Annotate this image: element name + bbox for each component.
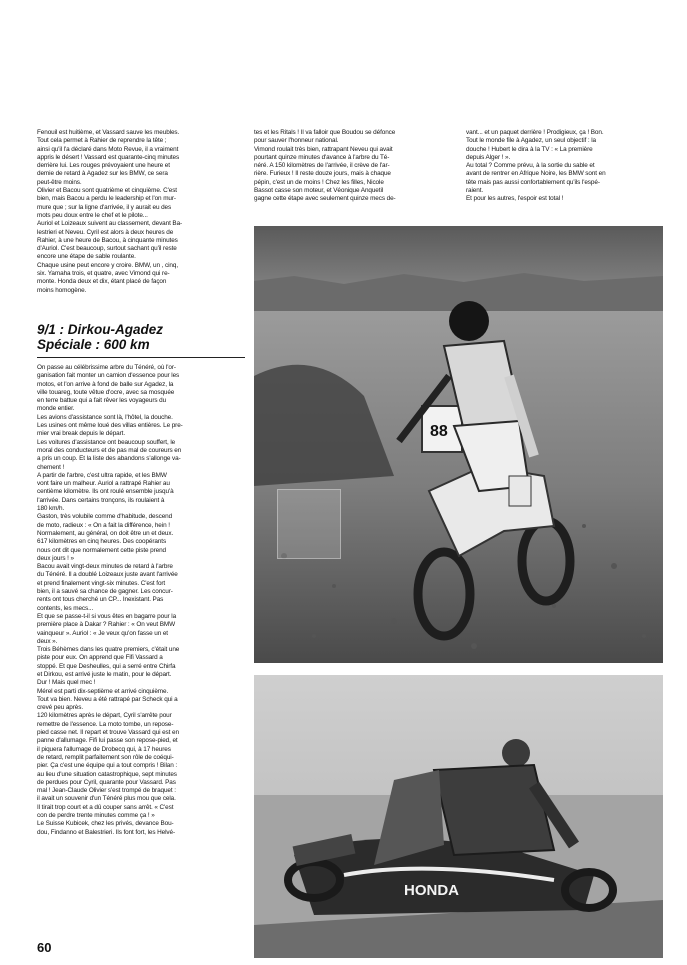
text-line: lestrieri et Neveu. Cyril est alors à deux heures de [37, 228, 174, 236]
heading-rule [37, 357, 245, 358]
text-line: pier. Ça c'est une équipe qui a tout compris ! Bilan : [37, 762, 178, 770]
text-line: Tout cela permet à Rahier de reprendre la tête ; [37, 137, 167, 145]
text-line: bien, mais Bacou a perdu le leadership et l'on mur- [37, 195, 176, 203]
text-line: mier vrai break depuis le départ. [37, 430, 125, 438]
text-line: contents, les mecs... [37, 604, 94, 612]
text-line: il avait un souvenir d'un Ténéré plus mou que cela. [37, 795, 176, 803]
text-line: de moto, radieux : « On a fait la différence, hein ! [37, 521, 170, 529]
text-line: Normalement, au général, on doit être un et deux. [37, 529, 174, 537]
text-line: 617 kilomètres en cinq heures. Des coopérants [37, 538, 167, 546]
text-line: Bacou avait vingt-deux minutes de retard à l'arbre [37, 563, 173, 571]
text-line: derrière lui. Les rouges prévoyaient une heure et [37, 162, 170, 170]
text-line: Et pour les autres, l'espoir est total ! [466, 195, 564, 203]
text-line: au lieu d'une situation catastrophique, sept minutes [37, 770, 177, 778]
text-line: motos, et l'on arrive à fond de balle sur Agadez, la [37, 380, 174, 388]
watermark-stamp [277, 489, 341, 559]
text-line: vont faire un malheur. Auriol a rattrapé Rahier au [37, 480, 170, 488]
text-line: moral des conducteurs et de pas mal de coureurs en [37, 446, 182, 454]
article-column-1-bottom [37, 364, 245, 837]
text-line: il piquera l'allumage de Drobecq qui, à 17 heures [37, 745, 171, 753]
text-line: rière. Furieux ! Il reste douze jours, mais à chaque [254, 170, 391, 178]
text-line: depuis Alger ! ». [466, 153, 511, 161]
text-line: Les usines ont même loué des villas entières. Le pre- [37, 422, 183, 430]
text-line: peut-être moins. [37, 178, 82, 186]
text-line: chement ! [37, 463, 65, 471]
text-line: con de perdre trente minutes comme ça ! » [37, 812, 155, 820]
text-line: pourtant quinze minutes d'avance à l'arbre du Té- [254, 153, 390, 161]
honda-logo: HONDA [404, 882, 459, 899]
text-line: On passe au célébrissime arbre du Ténéré, où l'or- [37, 364, 176, 371]
text-line: et Dirkou, est arrivé juste le matin, pour le départ. [37, 670, 172, 678]
text-line: moins homogène. [37, 286, 87, 294]
text-line: pied casse net. Il repart et trouve Vassard qui est en [37, 729, 179, 737]
text-line: avant de rentrer en Afrique Noire, les BMW sont en [466, 170, 606, 178]
text-line: Tout va bien. Neveu a été rattrapé par Scheck qui a [37, 695, 178, 703]
text-line: Dur ! Mais quel mec ! [37, 679, 96, 687]
text-line: Au total ? Comme prévu, à la sortie du sable et [466, 162, 595, 170]
text-line: Les voitures d'assistance ont beaucoup souffert, le [37, 438, 176, 446]
text-line: pour sauver l'honneur national. [254, 137, 339, 145]
text-line: six. Yamaha trois, et quatre, avec Vimond qui re- [37, 270, 170, 278]
text-line: Et que se passe-t-il si vous êtes en bagarre pour la [37, 612, 177, 620]
text-line: Bassot casse son moteur, et Véonique Anquetil [254, 187, 384, 195]
text-line: mots peu doux entre le chef et le pilote... [37, 211, 148, 219]
text-line: de retard, remplit parfaitement son rôle de coéqui- [37, 753, 174, 761]
text-line: tête mais pas aussi confortablement qu'ils l'espé- [466, 178, 600, 186]
text-line: première place à Dakar ? Rahier : « On veut BMW [37, 621, 176, 629]
text-line: 120 kilomètres après le départ, Cyril s'arrête pour [37, 712, 172, 720]
text-line: 180 km/h. [37, 505, 65, 513]
article-column-3 [466, 129, 669, 204]
text-line: mure que ; sur la ligne d'arrivée, il y aurait eu des [37, 203, 172, 211]
text-line: ville touareg, toute vêtue d'ocre, avec sa mosquée [37, 388, 175, 396]
text-line: demie de retard à Agadez sur les BMW, ce sera [37, 170, 168, 178]
text-line: dou, Findanno et Balestrieri. Ils font fort, les Helvé- [37, 828, 176, 836]
text-line: Il tirait trop court et a dû couper sans arrêt. « C'est [37, 803, 174, 811]
text-line: monde entier. [37, 405, 75, 413]
text-line: Le Suisse Kubicek, chez les privés, devance Bou- [37, 820, 174, 828]
section-heading [37, 322, 245, 352]
text-line: bien, il a sauvé sa chance de gagner. Les concur- [37, 588, 173, 596]
heading-stage: 9/1 : Dirkou-Agadez [37, 322, 164, 337]
text-line: ainsi qu'il l'a déclaré dans Moto Revue, il a vraiment [37, 145, 179, 153]
text-line: et prend finalement vingt-six minutes. C'est fort [37, 579, 166, 587]
text-line: Trois Béhèmes dans les quatre premiers, c'était une [37, 646, 180, 654]
text-line: Mérel est parti dix-septième et arrivé cinquième. [37, 687, 169, 695]
article-column-2 [254, 129, 454, 204]
text-line: Chaque usine peut encore y croire. BMW, un , cinq, [37, 261, 178, 269]
text-line: remettre de l'essence. La moto tombe, un repose- [37, 720, 174, 728]
text-line: ganisation fait monter un camion d'essence pour les [37, 372, 180, 380]
text-line: Olivier et Bacou sont quatrième et cinquième. C'est [37, 187, 177, 195]
text-line: crevé peu après. [37, 704, 84, 712]
text-line: piste pour eux. On apprend que Fifi Vassard a [37, 654, 163, 662]
text-line: Tout le monde file à Agadez, un seul objectif : la [466, 137, 596, 145]
text-line: rents ont tous cherché un CP... Inexistant. Pas [37, 596, 164, 604]
text-line: stoppé. Et que Desheulles, qui a serré entre Chirfa [37, 662, 176, 670]
text-line: Rahier, à une heure de Bacou, à cinquante minutes [37, 236, 178, 244]
text-line: A partir de l'arbre, c'est ultra rapide, et les BMW [37, 471, 167, 479]
text-line: l'arrivée. Dans certains tronçons, ils roulaient à [37, 496, 165, 504]
text-line: raient. [466, 187, 484, 195]
mechanic-repair-photo [254, 675, 663, 958]
text-line: d'Auriol. C'est beaucoup, surtout sachant qu'il reste [37, 245, 177, 253]
article-column-1-top [37, 129, 245, 295]
plate-number: 88 [430, 423, 448, 440]
text-line: mal ! Jean-Claude Olivier s'est trompé de braquet : [37, 787, 176, 795]
text-line: du Ténéré. Il a doublé Loizeaux juste avant l'arrivée [37, 571, 178, 579]
text-line: en terre battue qui a fait rêver les voyageurs du [37, 397, 167, 405]
text-line: nous ont dit que normalement cette piste prend [37, 546, 166, 554]
text-line: vant... et un paquet derrière ! Prodigieux, ça ! Bon. [466, 129, 604, 136]
text-line: Gaston, très volubile comme d'habitude, descend [37, 513, 173, 521]
text-line: deux ». [37, 637, 58, 645]
text-line: centième kilomètre. Ils ont roulé ensemble jusqu'à [37, 488, 174, 496]
text-line: pépin, c'est un de moins ! Chez les filles, Nicole [254, 178, 384, 186]
rider-desert-photo [254, 226, 663, 663]
heading-special: Spéciale : 600 km [37, 337, 150, 352]
text-line: gagne cette étape avec seulement quinze mecs de- [254, 195, 396, 203]
text-line: tes et les Ritals ! Il va falloir que Boudou se défonce [254, 129, 396, 136]
text-line: de perdues pour Cyril, quarante pour Vassard. Pas [37, 778, 176, 786]
text-line: Fenouil est huitième, et Vassard sauve les meubles. [37, 129, 180, 136]
text-line: Les avions d'assistance sont là, l'hôtel, la douche. [37, 413, 173, 421]
text-line: néré. A 150 kilomètres de l'arrivée, il crève de l'ar- [254, 162, 390, 170]
text-line: Auriol et Loizeaux suivent au classement, devant Ba- [37, 220, 183, 228]
text-line: panne d'allumage. Fifi lui passe son repose-pied, et [37, 737, 178, 745]
text-line: a pris un coup. Et la liste des abandons s'allonge va- [37, 455, 181, 463]
text-line: monte. Honda deux et dix, étant placé de façon [37, 278, 167, 286]
text-line: appris le désert ! Vassard est quarante-cinq minutes [37, 153, 180, 161]
page-number: 60 [37, 940, 52, 955]
text-line: encore une étape de sable roulante. [37, 253, 136, 261]
text-line: vainqueur ». Auriol : « Je veux qu'on fasse un et [37, 629, 168, 637]
text-line: deux jours ! » [37, 554, 74, 562]
text-line: douche ! Hubert le dira à la TV : « La première [466, 145, 593, 153]
text-line: Vimond roulait très bien, rattrapant Neveu qui avait [254, 145, 393, 153]
